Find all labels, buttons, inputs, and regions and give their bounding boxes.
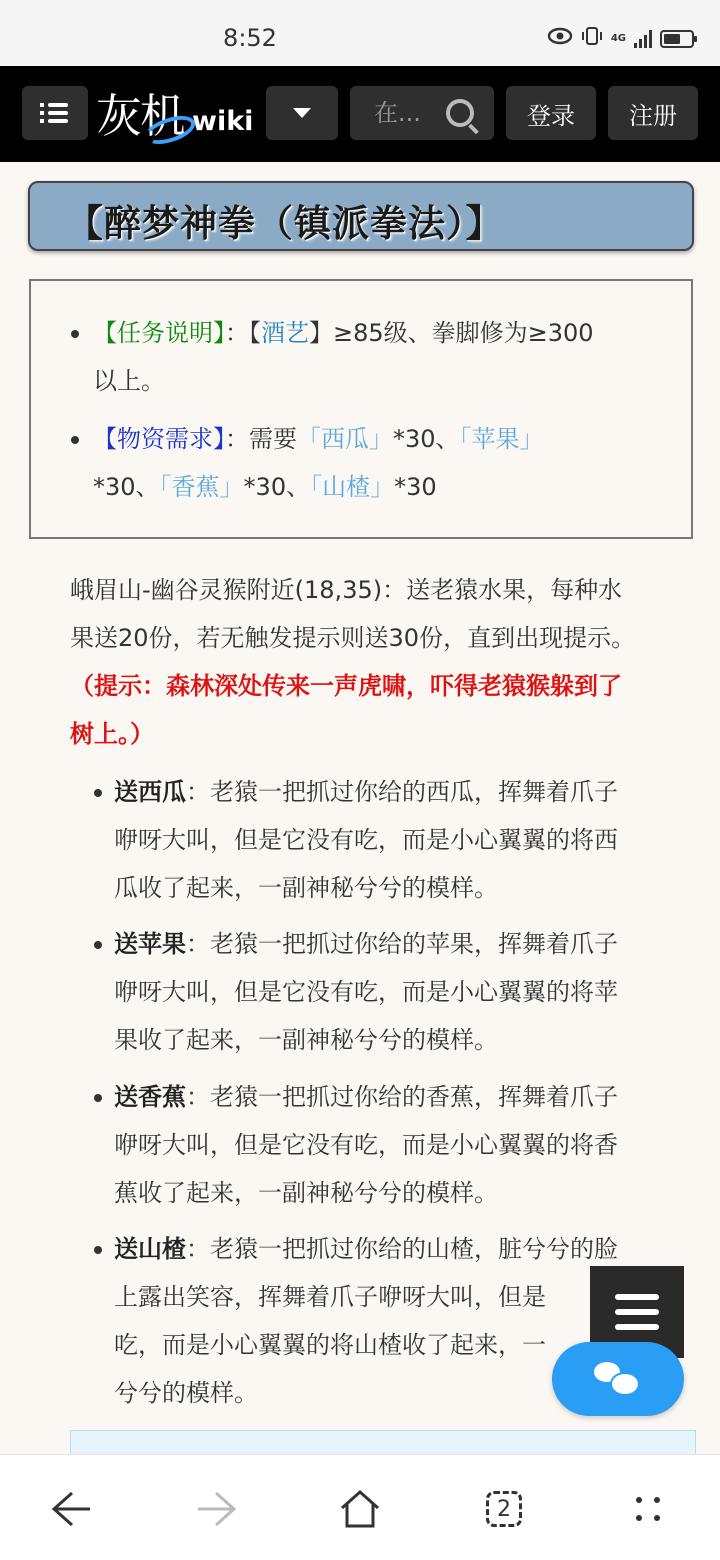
tabs-count: 2 [486,1491,522,1527]
item-link-apple[interactable]: 「苹果」 [459,425,544,453]
search-box[interactable] [350,86,494,140]
logo-wiki-text: wiki [192,106,254,137]
arrow-left-icon [50,1489,94,1529]
back-button[interactable] [44,1481,100,1537]
gift-item-hawthorn: 送山楂：老猿一把抓过你给的山楂，脏兮兮的脸 上露出笑容，挥舞着爪子咿呀大叫，但是 吃，而是小心翼翼的将山楂收了起来，一 兮兮的模样。 [114,1225,674,1417]
tabs-button[interactable] [476,1481,532,1537]
list-icon [42,99,68,127]
status-icons [547,26,694,51]
home-button[interactable] [332,1481,388,1537]
forward-button[interactable] [188,1481,244,1537]
item-link-watermelon[interactable]: 「西瓜」 [297,425,393,453]
material-label: 【物资需求】 [93,425,225,453]
more-button[interactable] [620,1481,676,1537]
gift-item-banana: 送香蕉：老猿一把抓过你给的香蕉，挥舞着爪子 咿呀大叫，但是它没有吃，而是小心翼翼的将香 蕉收了起来，一副神秘兮兮的模样。 [114,1073,674,1217]
item-link-hawthorn[interactable]: 「山楂」 [310,473,395,501]
section-title: 【醉梦神拳（镇派拳法）】 [66,202,504,245]
requirements-box [29,279,693,539]
network-type: 4G [610,33,626,44]
more-dots-icon [630,1491,666,1527]
hamburger-icon [615,1294,659,1300]
intro-paragraph: 峨眉山-幽谷灵猴附近(18,35)：送老猿水果，每种水 果送20份，若无触发提示则送30份，直到出现提示。 （提示：森林深处传来一声虎啸，吓得老猿猴躲到了 树上。） [70,566,682,758]
task-label: 【任务说明】 [93,319,225,347]
material-requirement-item: 【物资需求】：需要「西瓜」*30、「苹果」 *30、「香蕉」*30、「山楂」*30 [93,415,673,511]
vibrate-icon [581,26,603,51]
register-button[interactable]: 注册 [608,86,698,140]
task-requirement-item: 【任务说明】：【酒艺】≥85级、拳脚修为≥300 以上。 [93,309,673,405]
gift-item-apple: 送苹果：老猿一把抓过你给的苹果，挥舞着爪子 咿呀大叫，但是它没有吃，而是小心翼翼的将苹 果收了起来，一副神秘兮兮的模样。 [114,920,674,1064]
signal-icon [634,30,652,48]
search-input[interactable] [372,98,446,128]
search-icon[interactable] [446,99,474,127]
section-title-box [28,181,694,251]
home-icon [338,1488,382,1530]
dropdown-button[interactable] [266,86,338,140]
battery-icon [660,30,694,48]
status-bar [0,0,720,66]
site-header [0,66,720,162]
chat-button[interactable] [552,1342,684,1416]
arrow-right-icon [194,1489,238,1529]
eye-icon [547,27,573,50]
status-time: 8:52 [223,24,277,52]
gift-item-watermelon: 送西瓜：老猿一把抓过你给的西瓜，挥舞着爪子 咿呀大叫，但是它没有吃，而是小心翼翼的将西 瓜收了起来，一副神秘兮兮的模样。 [114,768,674,912]
hint-text: （提示：森林深处传来一声虎啸，吓得老猿猴躲到了 [70,672,622,700]
site-logo[interactable] [96,88,253,144]
browser-bottom-nav [0,1454,720,1560]
chevron-down-icon [293,108,311,118]
skill-link[interactable]: 酒艺 [261,319,309,347]
item-link-banana[interactable]: 「香蕉」 [159,473,244,501]
login-button[interactable]: 登录 [506,86,596,140]
menu-button[interactable] [22,86,88,140]
logo-mark: 灰机 [96,88,184,144]
